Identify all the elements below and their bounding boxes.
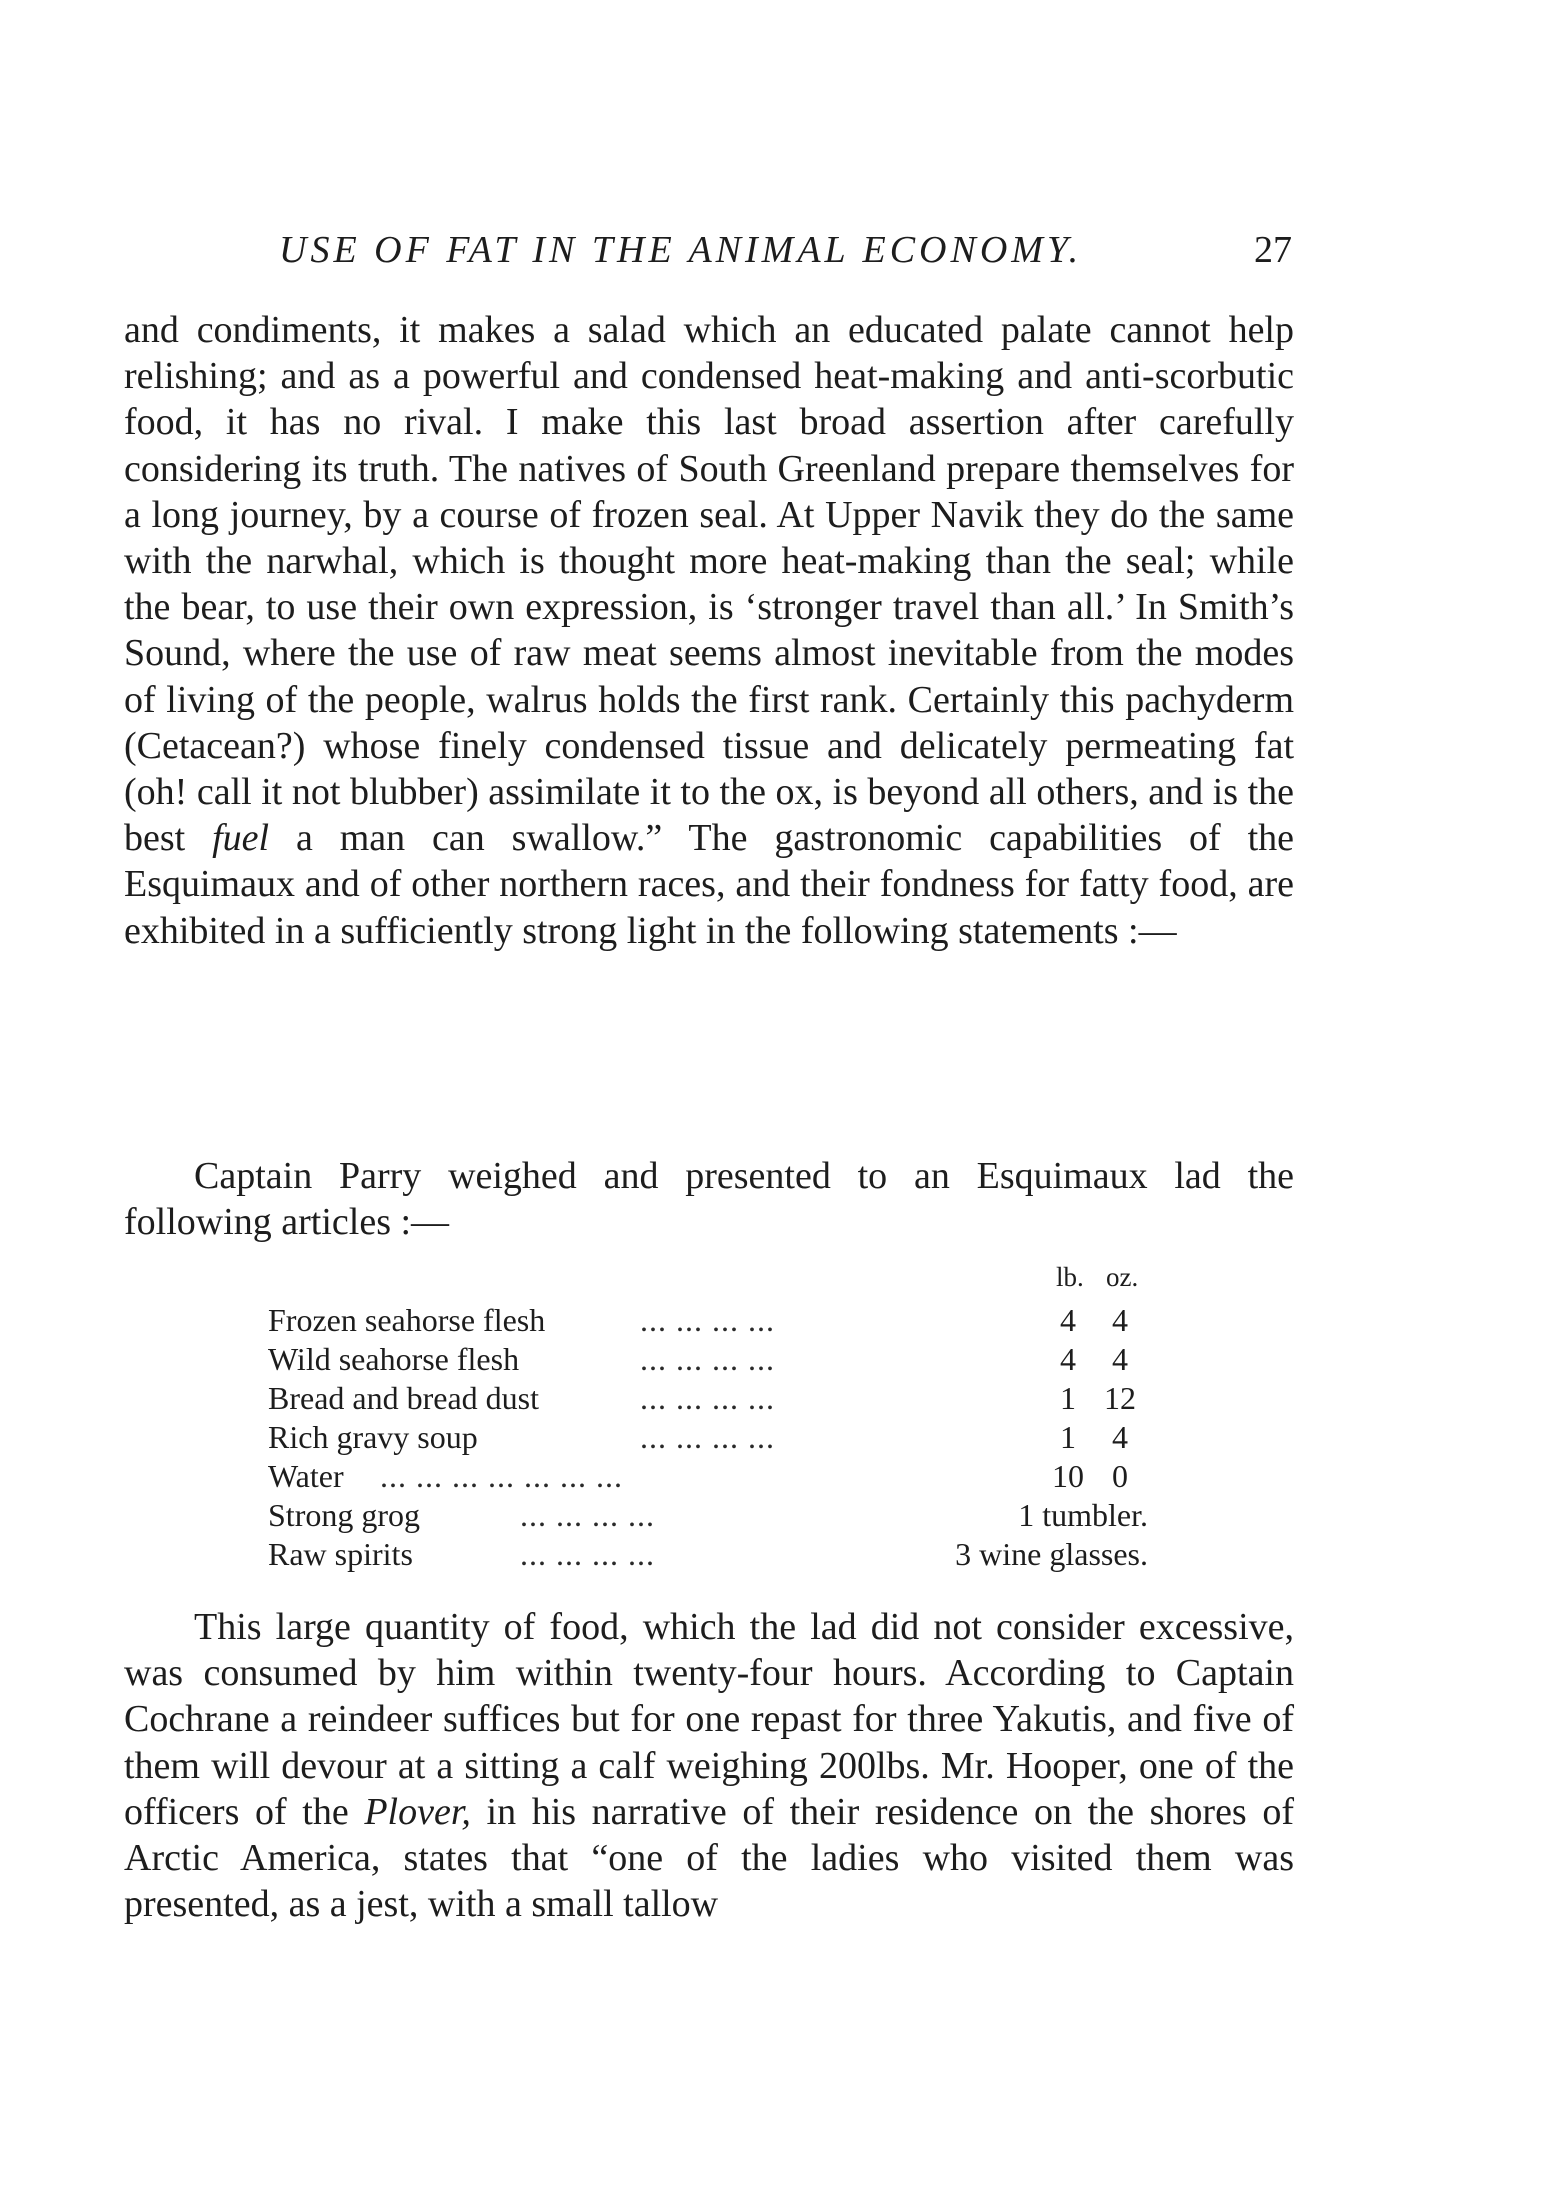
emphasis-plover: Plover, <box>364 1790 471 1833</box>
leader-dots: ... ... ... ... <box>640 1419 775 1455</box>
quantity-lb: 4 <box>1060 1341 1076 1377</box>
table-row <box>268 1536 1148 1575</box>
paragraph-text: and condiments, it makes a salad which an educated palate cannot help relishing; and as a powerful and condensed heat-making and anti-scorbutic food, it has no rival. I make this last broad assertion after carefully considering its truth. The natives of South Greenland prepare themselves for a long journey, by a course of frozen seal. At Upper Navik they do the same with the narwhal, which is thought more heat-making than the seal; while the bear, to use their own expression, is ‘stronger travel than all.’ In Smith’s Sound, where the use of raw meat seems almost inevitable from the modes of living of the people, walrus holds the first rank. Certainly this pachyderm (Cetacean?) whose finely condensed tissue and delicately permeating fat (oh! call it not blubber) assimilate it to the ox, is beyond all others, and is the best <box>124 309 1294 860</box>
table-row <box>268 1302 1148 1341</box>
quantity-lb: 10 <box>1052 1458 1084 1494</box>
paragraph-large-quantity <box>124 1604 1294 1927</box>
unit-oz-label: oz. <box>1106 1262 1139 1292</box>
table-row <box>268 1419 1148 1458</box>
quantity-lb: 1 <box>1060 1419 1076 1455</box>
units-header <box>268 1262 1148 1298</box>
table-row <box>268 1497 1148 1536</box>
paragraph-captain-parry <box>124 1153 1294 1245</box>
table-row <box>268 1458 1148 1497</box>
quantity-oz: 4 <box>1112 1341 1128 1377</box>
quantity-oz: 12 <box>1104 1380 1136 1416</box>
quantity-text: 1 tumbler. <box>1018 1497 1148 1533</box>
food-item: Rich gravy soup <box>268 1419 478 1455</box>
food-item: Bread and bread dust <box>268 1380 540 1416</box>
leader-dots: ... ... ... ... <box>520 1497 655 1533</box>
paragraph-text: in his narrative of their residence on the shores of Arctic America, states that “one of the ladies who visited them was presented, as a jest, with a small tallow <box>124 1790 1294 1926</box>
paragraph-condiments <box>124 307 1294 954</box>
table-row <box>268 1341 1148 1380</box>
food-item: Frozen seahorse flesh <box>268 1302 546 1338</box>
food-item: Wild seahorse flesh <box>268 1341 520 1377</box>
paragraph-text: Captain Parry weighed and presented to an Esquimaux lad the following articles :— <box>124 1155 1294 1244</box>
unit-lb-label: lb. <box>1056 1262 1084 1292</box>
leader-dots: ... ... ... ... ... ... ... <box>380 1458 623 1494</box>
quantity-text: 3 wine glasses. <box>955 1536 1148 1572</box>
quantity-oz: 4 <box>1112 1419 1128 1455</box>
leader-dots: ... ... ... ... <box>640 1302 775 1338</box>
paragraph-text: This large quantity of food, which the lad did not consider excessive, was consumed by him within twenty-four hours. According to Captain Cochrane a reindeer suffices but for one repast for three Yakutis, and five of them will devour at a sitting a calf weighing 200lbs. Mr. Hooper, one of the officers of the <box>124 1606 1294 1833</box>
page-number: 27 <box>1254 229 1292 271</box>
leader-dots: ... ... ... ... <box>640 1341 775 1377</box>
table-row <box>268 1380 1148 1419</box>
leader-dots: ... ... ... ... <box>640 1380 775 1416</box>
food-item: Raw spirits <box>268 1536 413 1572</box>
quantity-oz: 4 <box>1112 1302 1128 1338</box>
page-header <box>279 228 1292 276</box>
food-item: Water <box>268 1458 344 1494</box>
emphasis-fuel: fuel <box>212 817 270 860</box>
quantity-lb: 1 <box>1060 1380 1076 1416</box>
quantity-oz: 0 <box>1112 1458 1128 1494</box>
food-item: Strong grog <box>268 1497 420 1533</box>
quantity-lb: 4 <box>1060 1302 1076 1338</box>
leader-dots: ... ... ... ... <box>520 1536 655 1572</box>
running-title: USE OF FAT IN THE ANIMAL ECONOMY. <box>279 229 1083 271</box>
paragraph-text: a man can swallow.” The gastronomic capabilities of the Esquimaux and of other northern races, and their fondness for fatty food, are exhibited in a sufficiently strong light in the following statements :— <box>124 817 1295 952</box>
